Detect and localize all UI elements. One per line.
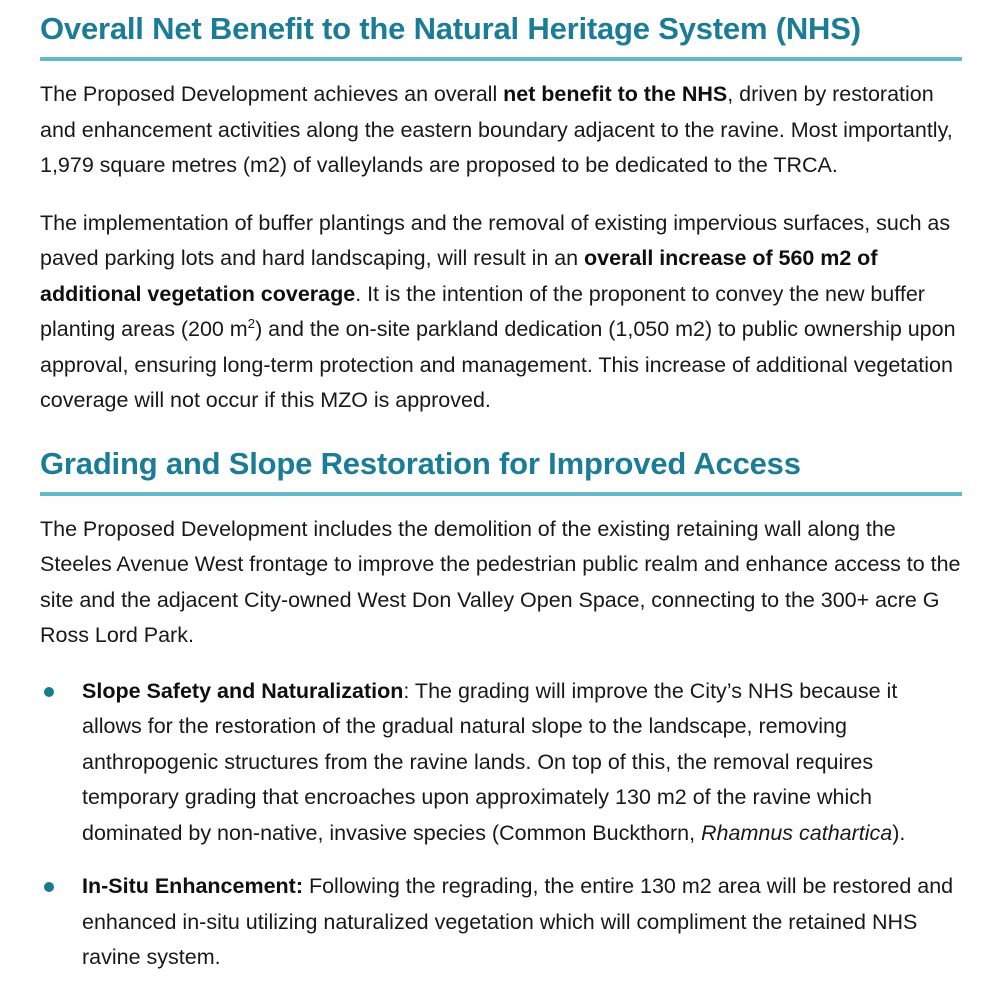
bullet-dot-icon [44,882,54,892]
paragraph-grading-intro: The Proposed Development includes the demolition of the existing retaining wall along the Steeles Avenue West frontage to improve the pedestrian public realm and enhance access to the site and the adjacent City-owned West Don Valley Open Space, connecting to the 300+ acre G Ross Lord Park. [40,516,961,647]
paragraph-net-benefit-intro: The Proposed Development achieves an overall net benefit to the NHS, driven by restoration and enhancement activities along the eastern boundary adjacent to the ravine. Most importantly, 1,979 square metres (m2) of valleylands are proposed to be dedicated to the TRCA. [40,82,953,177]
list-item-in-situ [40,869,962,976]
section-heading-block-grading-slope [40,445,962,496]
page-title-grading-slope: Grading and Slope Restoration for Improved Access [40,445,801,481]
section-heading-block-net-benefit [40,10,962,61]
bullet-dot-icon [44,687,54,697]
paragraph-vegetation-coverage: The implementation of buffer plantings and the removal of existing impervious surfaces, such as paved parking lots and hard landscaping, will result in an overall increase of 560 m2 of additional vegetation coverage. It is the intention of the proponent to convey the new buffer planting areas (200 $m^2$) and the on-site parkland dedication (1,050 m2) to public ownership upon approval, ensuring long-term protection and management. This increase of additional vegetation coverage will not occur if this MZO is approved. [40,210,956,412]
list-item-slope-safety [40,674,962,852]
bullet-list-grading [40,674,962,976]
page-title-net-benefit: Overall Net Benefit to the Natural Heritage System (NHS) [40,11,861,46]
list-item-text: Slope Safety and Naturalization: The grading will improve the City’s NHS because it allows for the restoration of the gradual natural slope to the landscape, removing anthropogenic structures from the ravine lands. On top of this, the removal requires temporary grading that encroaches upon approximately 130 m2 of the ravine which dominated by non-native, invasive species (Common Buckthorn, Rhamnus cathartica). [82,678,906,845]
heading-underline-rule-2 [40,492,962,496]
heading-underline-rule [40,57,962,61]
list-item-text: In-Situ Enhancement: Following the regrading, the entire 130 m2 area will be restored and enhanced in-situ utilizing naturalized vegetation which will compliment the retained NHS ravine system. [82,874,954,969]
